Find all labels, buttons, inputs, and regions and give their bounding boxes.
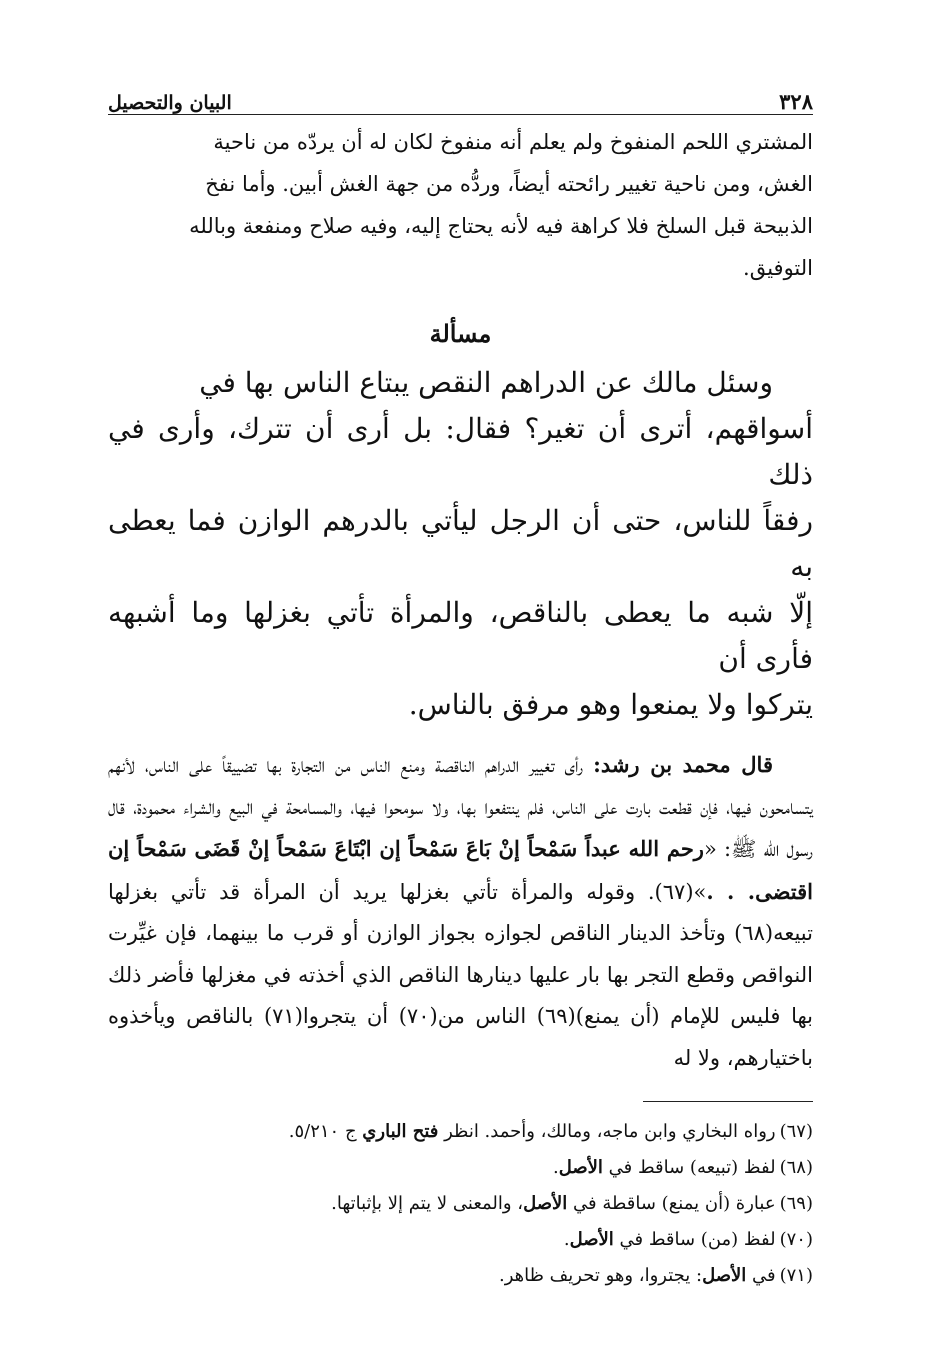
footnote-source: فتح الباري	[362, 1121, 439, 1142]
passage-line: الغش، ومن ناحية تغيير رائحته أيضاً، وردُّه من جهة الغش أبين. وأما نفخ	[205, 172, 813, 196]
footnote-ref: »(٦٧)	[654, 879, 707, 904]
book-page	[108, 80, 813, 1294]
passage-line: الذبيحة قبل السلخ فلا كراهة فيه لأنه يحتاج إليه، وفيه صلاح ومنفعة وبالله	[189, 214, 813, 238]
footnote-divider	[643, 1101, 813, 1102]
footnote-text: .	[552, 1157, 559, 1178]
footnote	[108, 1114, 813, 1150]
question-line: أسواقهم، أترى أن تغير؟ فقال: بل أرى أن تترك، وأرى في ذلك	[108, 412, 813, 491]
footnote-text: عبارة (أن يمنع) ساقطة في	[567, 1193, 776, 1214]
question-text	[108, 360, 813, 728]
footnote-text: ج ٥/٢١٠.	[288, 1121, 363, 1142]
footnote	[108, 1150, 813, 1186]
footnote-text: .	[563, 1229, 570, 1250]
footnote-number: (٦٧)	[779, 1121, 813, 1142]
passage-line: التوفيق.	[743, 256, 813, 280]
question-line: وسئل مالك عن الدراهم النقص يبتاع الناس بها في	[199, 366, 773, 399]
footnote	[108, 1258, 813, 1294]
footnote-text: لفظ (من) ساقط في	[613, 1229, 776, 1250]
footnote-ref: (٧١)	[263, 1004, 303, 1028]
footnote	[108, 1222, 813, 1258]
footnotes	[108, 1114, 813, 1294]
commentator-name: قال محمد بن رشد:	[593, 752, 773, 777]
footnote-number: (٧١)	[779, 1265, 813, 1286]
commentary-text: رأى تغيير الدراهم الناقصة ومنع الناس من التجارة بها تضييقاً على الناس، لأنهم يتسامحون فيها، فإن قطعت بارت على الناس، فلم ينتفعوا بها، ولا سومحوا فيها، والمسامحة في البيع والشراء محمودة، قال رسول الله ﷺ: «	[108, 753, 813, 861]
commentary-text: الناس من	[437, 1004, 537, 1028]
book-title: البيان والتحصيل	[108, 92, 232, 114]
footnote-ref: (٦٩)	[536, 1004, 576, 1028]
commentary-paragraph	[108, 744, 813, 1079]
footnote-number: (٦٩)	[779, 1193, 813, 1214]
question-line: رفقاً للناس، حتى أن الرجل ليأتي بالدرهم الوازن فما يعطى به	[108, 504, 813, 583]
commentary-text: أن يتجروا	[302, 1004, 399, 1028]
hadith-quote: رحم الله عبداً سَمْحاً إنْ بَاعَ سَمْحاً إن ابْتَاعَ سَمْحاً إنْ قَضَى سَمْحاً إن اقتضى. . .	[108, 836, 814, 904]
page-number: ٣٢٨	[779, 89, 813, 114]
commentary-text: وتأخذ الدينار الناقص لجوازه بجواز الوازن أو قرب ما بينهما، فإن غيِّرت النواقص وقطع التجر بها بار عليها دينارها الناقص الذي أخذته في مغزلها فأضر ذلك بها فليس للإمام (أن يمنع)	[108, 921, 813, 1028]
commentary	[108, 744, 813, 1079]
footnote-ref: (٧٠)	[398, 1004, 438, 1028]
question-line: يتركوا ولا يمنعوا وهو مرفق بالناس.	[408, 688, 813, 721]
footnote-text: في	[746, 1265, 776, 1286]
running-header	[108, 80, 813, 115]
footnote-text: لفظ (تبيعه) ساقط في	[602, 1157, 776, 1178]
passage-line: المشتري اللحم المنفوخ ولم يعلم أنه منفوخ لكان له أن يردّه من ناحية	[213, 130, 813, 154]
commentary-text: . وقوله والمرأة تأتي بغزلها يريد أن المرأة قد تأتي بغزلها تبيعه	[108, 879, 813, 945]
section-heading: مسألة	[429, 319, 492, 348]
footnote-source: الأصل	[702, 1265, 747, 1286]
footnote-source: الأصل	[523, 1193, 568, 1214]
commentary-text: بالناقص ويأخذوه باختيارهم، ولا له	[108, 1004, 813, 1070]
footnote-number: (٦٨)	[779, 1157, 813, 1178]
footnote-source: الأصل	[569, 1229, 614, 1250]
footnote-text: ، والمعنى لا يتم إلا بإثباتها.	[331, 1193, 524, 1214]
footnote-text: : يجتروا، وهو تحريف ظاهر.	[498, 1265, 703, 1286]
footnote-source: الأصل	[558, 1157, 603, 1178]
footnote-number: (٧٠)	[779, 1229, 813, 1250]
question-line: إلّا شبه ما يعطى بالناقص، والمرأة تأتي بغزلها وما أشبهه فأرى أن	[108, 596, 813, 675]
footnote	[108, 1186, 813, 1222]
footnote-text: رواه البخاري وابن ماجه، ومالك، وأحمد. انظر	[438, 1121, 776, 1142]
previous-passage	[108, 121, 813, 289]
footnote-ref: (٦٨)	[734, 921, 774, 945]
